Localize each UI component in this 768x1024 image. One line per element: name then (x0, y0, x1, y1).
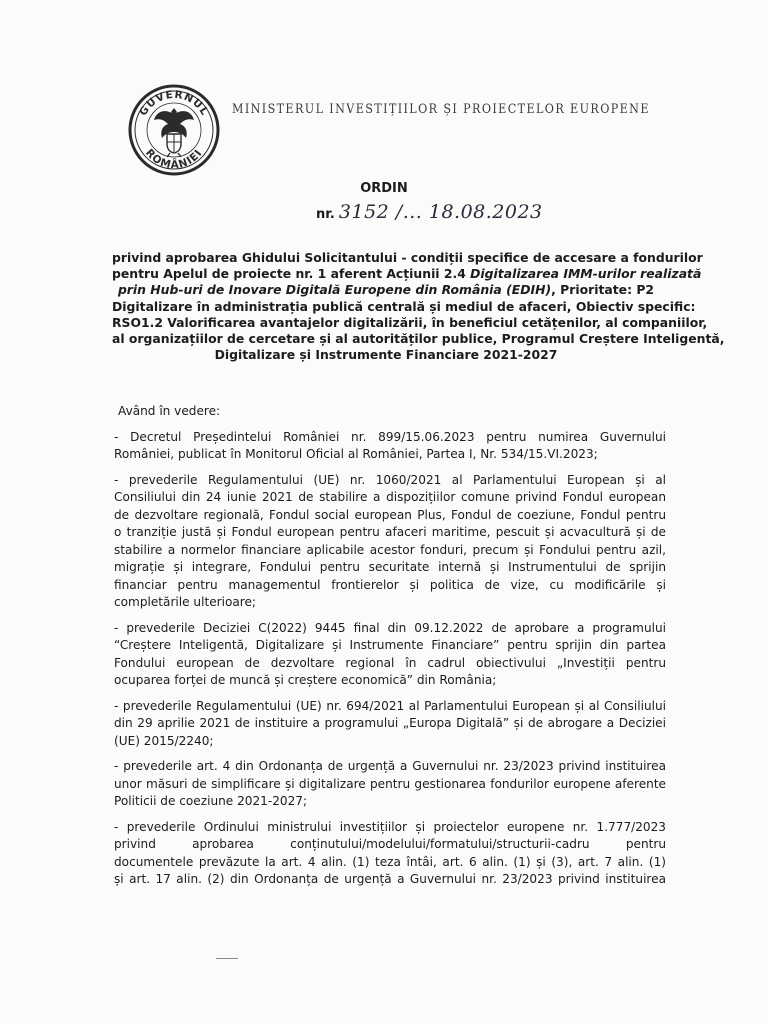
subject-line (112, 266, 702, 282)
subject-line (112, 282, 660, 298)
paragraph-line: - prevederile Regulamentului (UE) nr. 1060/2021 al Parlamentului European și al (114, 472, 666, 487)
consideration-paragraph (114, 620, 666, 690)
paragraph-line: de dezvoltare regională, Fondul social european Plus, Fondul de coeziune, Fondul pentru (114, 507, 666, 522)
paragraph-line: Politicii de coeziune 2021-2027; (114, 794, 308, 808)
subject-line (112, 298, 696, 315)
paragraph-line: completările ulterioare; (114, 595, 257, 609)
subject-line (112, 314, 708, 331)
order-title: ORDIN (360, 181, 408, 196)
paragraph-line: - Decretul Președintelui României nr. 899/15.06.2023 pentru numirea Guvernului (114, 429, 666, 444)
order-number-prefix: nr. (316, 207, 335, 222)
consideration-paragraph (114, 472, 666, 612)
paragraph-line: (UE) 2015/2240; (114, 733, 214, 748)
paragraph-line: României, publicat în Monitorul Oficial al României, Partea I, Nr. 534/15.VI.2023; (114, 447, 598, 461)
consideration-paragraph (114, 429, 666, 464)
subject-line (112, 347, 660, 363)
subject-segment: privind aprobarea Ghidului Solicitantului - condiții specifice de accesare a fondurilor (112, 250, 703, 265)
paragraph-line: documentele prevăzute la art. 4 alin. (1) teza întâi, art. 6 alin. (1) și (3), art. 7 alin. (1) (114, 854, 666, 869)
paragraph-line: migrație și integrare, Fondului pentru securitate internă și Instrumentului de sprijin (114, 560, 666, 574)
consideration-paragraph (114, 819, 666, 889)
subject-segment: , Prioritate: P2 (551, 282, 655, 298)
paragraph-line: din 29 aprilie 2021 de instituire a programului „Europa Digitală” și de abrogare a Deciziei (114, 716, 666, 730)
paragraph-line: stabilire a normelor financiare aplicabile acestor fonduri, precum și Fondului pentru azil, (114, 542, 666, 557)
subject-italic-segment: prin Hub-uri de Inovare Digitală Europene din România (EDIH) (117, 282, 552, 298)
subject-segment: Digitalizare în administrația publică centrală și mediul de afaceri, Obiectiv specific: (112, 298, 696, 314)
subject-segment: pentru Apelul de proiecte nr. 1 aferent Acțiunii 2.4 (112, 266, 471, 282)
scan-mark (216, 958, 238, 959)
paragraph-line: - prevederile Deciziei C(2022) 9445 final din 09.12.2022 de aprobare a programului (114, 620, 666, 635)
subject-italic-segment: Digitalizarea IMM-urilor realizată (470, 266, 702, 282)
paragraph-line: financiar pentru managementul frontierelor și politica de vize, cu modificările și (114, 577, 666, 592)
intro-text: Având în vedere: (118, 404, 221, 418)
consideration-paragraph (114, 698, 666, 751)
paragraph-line: “Creștere Inteligentă, Digitalizare și Instrumente Financiare” pentru sprijin din partea (114, 638, 666, 652)
order-number (316, 201, 543, 223)
paragraph-line: Fondului european de dezvoltare regional în cadrul obiectivului „Investiții pentru (114, 655, 666, 670)
document-body (114, 403, 666, 897)
subject-line (112, 250, 703, 266)
subject-segment: RSO1.2 Valorificarea avantajelor digitalizării, în beneficiul cetățenilor, al companiilor, (112, 314, 708, 330)
paragraph-line: - prevederile Ordinului ministrului investițiilor și proiectelor europene nr. 1.777/2023 (114, 819, 666, 834)
considerations-list (114, 429, 666, 889)
paragraph-line: - prevederile art. 4 din Ordonanța de urgență a Guvernului nr. 23/2023 privind instituirea (114, 759, 666, 773)
paragraph-line: unor măsuri de simplificare și digitalizare pentru gestionarea fondurilor europene aferente (114, 776, 666, 791)
paragraph-line: - prevederile Regulamentului (UE) nr. 694/2021 al Parlamentului European și al Consiliului (114, 698, 666, 713)
paragraph-line: o tranziție justă și Fondul european pentru afaceri maritime, pescuit și acvacultură și de (114, 525, 666, 539)
seal-bottom-text: ROMÂNIEI (142, 146, 205, 172)
seal-top-text: GUVERNUL (137, 88, 211, 119)
consideration-paragraph (114, 758, 666, 811)
ministry-name: MINISTERUL INVESTIȚIILOR ȘI PROIECTELOR EUROPENE (232, 102, 650, 117)
subject-segment: al organizațiilor de cercetare și al autorităților publice, Programul Creștere Inteligentă, (112, 331, 725, 347)
subject-segment: Digitalizare și Instrumente Financiare 2021-2027 (214, 347, 558, 363)
paragraph-line: și art. 17 alin. (2) din Ordonanța de urgență a Guvernului nr. 23/2023 privind instituirea (114, 872, 666, 886)
government-seal-icon (128, 84, 220, 176)
order-number-handwritten: 3152 /... 18.08.2023 (338, 201, 543, 223)
paragraph-line: Consiliului din 24 iunie 2021 de stabilire a dispozițiilor comune privind Fondul european (114, 490, 666, 504)
paragraph-line: ocuparea forței de muncă și creștere economică” din România; (114, 673, 497, 687)
paragraph-line: privind aprobarea conținutului/modelului/formatului/structurii-cadru pentru (114, 837, 666, 851)
subject-line (112, 331, 725, 347)
order-subject (112, 250, 725, 363)
